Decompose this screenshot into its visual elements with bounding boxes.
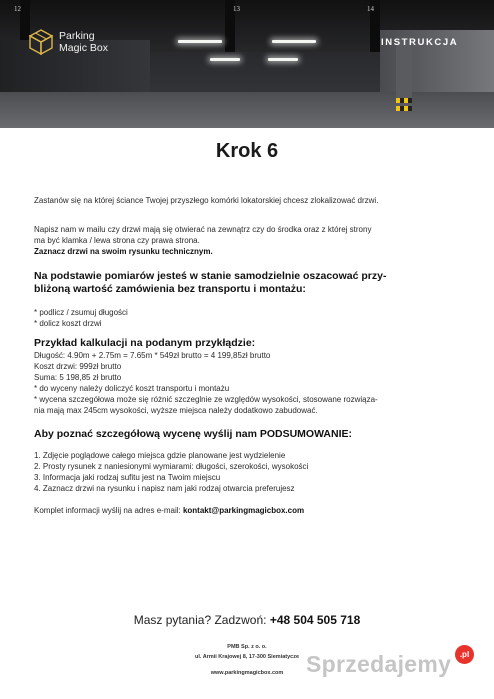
- page-title: Krok 6: [215, 140, 279, 162]
- intro-paragraph: Zastanów się na której ściance Twojej przyszłego komórki lokatorskiej chcesz zlokalizować drzwi.: [34, 196, 379, 205]
- mark-doors-note: Zaznacz drzwi na swoim rysunku technicznym.: [34, 247, 213, 256]
- example-calculation: [34, 350, 464, 416]
- hazard-stripe: [396, 98, 412, 103]
- footer-website[interactable]: www.parkingmagicbox.com: [210, 670, 284, 676]
- parking-spot-number: 12: [14, 5, 21, 13]
- heading-line: Na podstawie pomiarów jesteś w stanie samodzielnie oszacować przy-: [34, 270, 387, 282]
- ceiling-light: [178, 40, 222, 43]
- contact-email-link[interactable]: kontakt@parkingmagicbox.com: [182, 506, 305, 515]
- text-line: Napisz nam w mailu czy drzwi mają się otwierać na zewnątrz czy do środka oraz z której strony: [34, 225, 372, 234]
- parking-spot-number: 14: [367, 5, 374, 13]
- brand-line: Magic Box: [59, 42, 109, 54]
- ceiling-light: [272, 40, 316, 43]
- contact-question: Masz pytania? Zadzwoń:: [133, 613, 270, 627]
- list-item: * podlicz / zsumuj długości: [34, 308, 128, 317]
- calc-line: Długość: 4.90m + 2.75m = 7.65m * 549zł brutto = 4 199,85zł brutto: [34, 351, 271, 360]
- phone-number-link[interactable]: +48 504 505 718: [269, 613, 361, 627]
- footer-company: PMB Sp. z o. o.: [227, 644, 267, 650]
- brand-line: Parking: [59, 30, 95, 42]
- contact-line: [0, 613, 494, 627]
- summary-heading-strong: PODSUMOWANIE:: [259, 428, 352, 440]
- heading-line: bliżoną wartość zamówienia bez transportu i montażu:: [34, 283, 306, 295]
- list-item: 3. Informacja jaki rodzaj sufitu jest na Twoim miejscu: [34, 473, 221, 482]
- text-line: ma być klamka / lewa strona czy prawa strona.: [34, 236, 200, 245]
- list-item: * dolicz koszt drzwi: [34, 319, 102, 328]
- ceiling-light: [268, 58, 298, 61]
- calc-line: nia mają max 245cm wysokości, wyższe miejsca należy dodatkowo zabudować.: [34, 406, 318, 415]
- header-banner: [0, 0, 494, 128]
- magic-box-logo-icon: [28, 28, 54, 56]
- calc-line: Koszt drzwi: 999zł brutto: [34, 362, 122, 371]
- summary-list: [34, 450, 464, 494]
- watermark-badge: .pl: [455, 645, 474, 664]
- parking-spot-number: 13: [233, 5, 240, 13]
- calc-line: Suma: 5 198,85 zł brutto: [34, 373, 122, 382]
- calc-line: * do wyceny należy doliczyć koszt transportu i montażu: [34, 384, 230, 393]
- brand-name: [59, 30, 108, 54]
- example-heading: Przykład kalkulacji na podanym przykłądzie:: [34, 337, 256, 349]
- garage-floor: [0, 92, 494, 128]
- section-label: INSTRUKCJA: [381, 37, 459, 48]
- ceiling-light: [210, 58, 240, 61]
- steps-list: [34, 307, 464, 329]
- list-item: 2. Prosty rysunek z naniesionymi wymiarami: długości, szerokości, wysokości: [34, 462, 309, 471]
- estimate-heading: [34, 270, 464, 296]
- list-item: 1. Zdjęcie poglądowe całego miejsca gdzie planowane jest wydzielenie: [34, 451, 286, 460]
- summary-heading-text: Aby poznać szczegółową wycenę wyślij nam: [34, 428, 260, 440]
- list-item: 4. Zaznacz drzwi na rysunku i napisz nam jaki rodzaj otwarcia preferujesz: [34, 484, 295, 493]
- send-info-text: Komplet informacji wyślij na adres e-mail:: [34, 506, 183, 515]
- footer-address: ul. Armii Krajowej 8, 17-300 Siemiatycze: [194, 654, 300, 660]
- email-request-paragraph: [34, 224, 464, 257]
- hazard-stripe: [396, 106, 412, 111]
- summary-heading: [34, 428, 464, 441]
- calc-line: * wycena szczegółowa może się różnić szczeglnie ze względów wysokości, stosowane rozwiąza-: [34, 395, 378, 404]
- send-info-line: [34, 505, 464, 516]
- watermark-text: Sprzedajemy: [306, 651, 452, 677]
